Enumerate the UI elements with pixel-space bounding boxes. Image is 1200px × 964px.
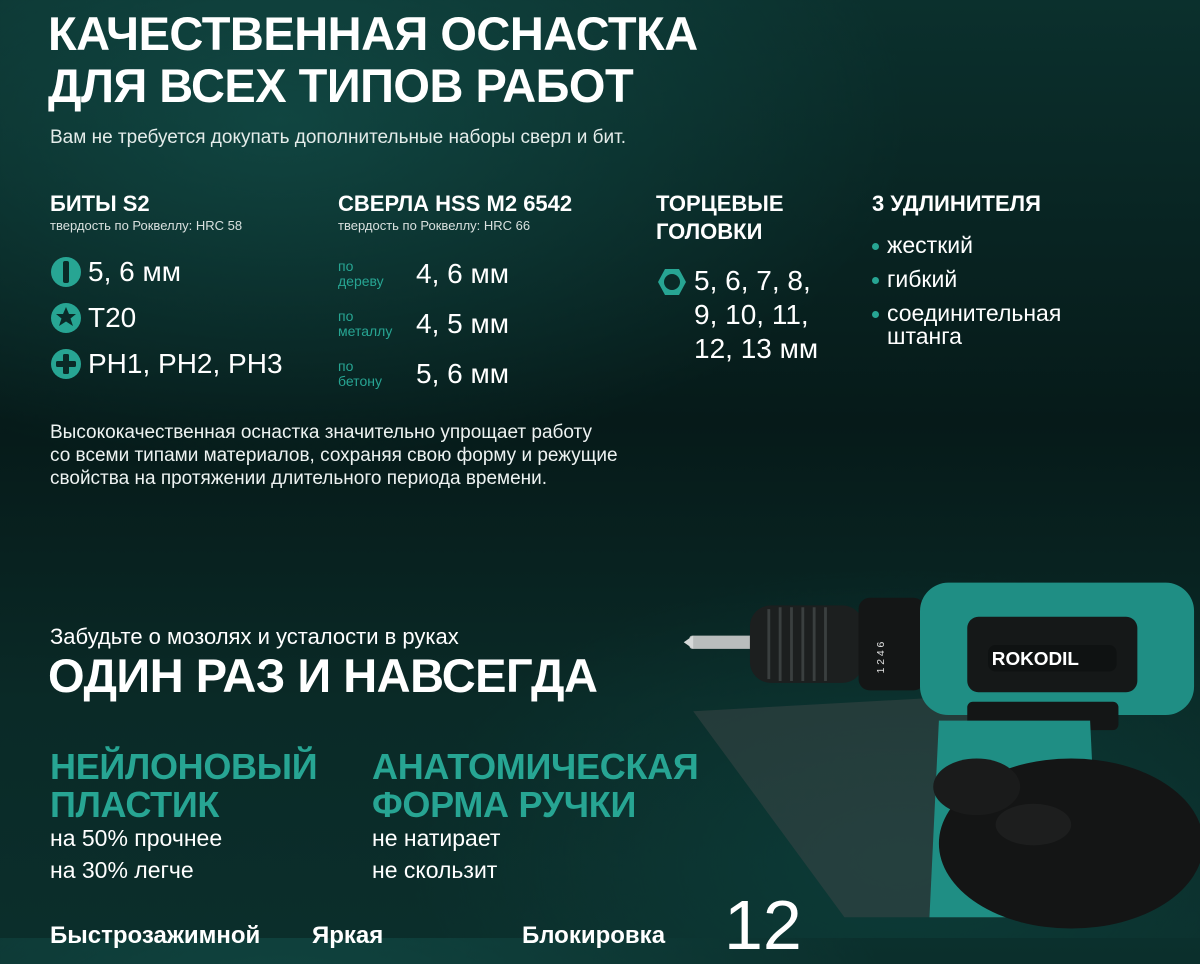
bullet-dot	[872, 311, 879, 318]
drill-size: 5, 6 мм	[416, 358, 509, 389]
extension-item	[872, 302, 1112, 348]
description-line2: со всеми типами материалов, сохраняя свою форму и режущие	[50, 445, 618, 466]
slotted-bit-icon	[50, 256, 82, 288]
bits-title: БИТЫ S2	[50, 191, 150, 216]
feature-title-line1: АНАТОМИЧЕСКАЯ	[372, 746, 699, 787]
drill-material	[338, 309, 406, 339]
page-title	[48, 8, 698, 112]
drill-item	[338, 249, 628, 299]
drill-material-line2: дереву	[338, 273, 384, 289]
extensions-section	[872, 190, 1112, 359]
extension-label: соединительная штанга	[887, 300, 1062, 349]
feature-detail: на 30% легче	[50, 857, 194, 883]
page-subtitle: Вам не требуется докупать дополнительные наборы сверл и бит.	[50, 127, 626, 148]
feature-title	[50, 748, 317, 824]
drill-size: 4, 6 мм	[416, 258, 509, 289]
bottom-item: Яркая	[312, 922, 384, 949]
feature-detail: не скользит	[372, 857, 498, 883]
socket-sizes-line2: 9, 10, 11,	[694, 299, 809, 330]
drill-material	[338, 359, 406, 389]
extensions-title: 3 УДЛИНИТЕЛЯ	[872, 191, 1041, 216]
feature-detail: на 50% прочнее	[50, 825, 223, 851]
hex-socket-icon	[656, 266, 688, 298]
drill-product-image	[640, 560, 1200, 938]
drill-material	[338, 259, 406, 289]
promo-kicker: Забудьте о мозолях и усталости в руках	[50, 624, 459, 649]
description-line3: свойства на протяжении длительного периода времени.	[50, 468, 548, 489]
brand-logo: ROKODIL	[991, 648, 1079, 670]
drills-title: СВЕРЛА HSS M2 6542	[338, 191, 573, 216]
description-line1: Высококачественная оснастка значительно упрощает работу	[50, 422, 592, 443]
drill-material-line1: по	[338, 308, 354, 324]
drills-hardness: твердость по Роквеллу: HRC 66	[338, 218, 531, 233]
socket-sizes	[694, 264, 818, 366]
page-title-line1: КАЧЕСТВЕННАЯ ОСНАСТКА	[48, 7, 698, 60]
drill-item	[338, 299, 628, 349]
bit-item	[50, 249, 320, 295]
description-paragraph	[50, 421, 618, 490]
bullet-dot	[872, 243, 879, 250]
feature-title-line1: НЕЙЛОНОВЫЙ	[50, 746, 318, 787]
feature-title-line2: ФОРМА РУЧКИ	[372, 784, 637, 825]
socket-sizes-line3: 12, 13 мм	[694, 333, 819, 364]
bullet-dot	[872, 277, 879, 284]
sockets-title-line1: ТОРЦЕВЫЕ	[656, 191, 784, 216]
bits-hardness: твердость по Роквеллу: HRC 58	[50, 218, 243, 233]
drill-item	[338, 349, 628, 399]
drill-material-line1: по	[338, 358, 354, 374]
sockets-title	[656, 190, 856, 246]
torx-bit-icon	[50, 302, 82, 334]
bit-label: T20	[88, 302, 137, 333]
bit-item	[50, 295, 320, 341]
sockets-section	[656, 190, 856, 366]
phillips-bit-icon	[50, 348, 82, 380]
bit-item	[50, 341, 320, 387]
bits-section	[50, 190, 320, 387]
feature-title-line2: ПЛАСТИК	[50, 784, 220, 825]
drill-material-line2: металлу	[338, 323, 393, 339]
drill-material-line1: по	[338, 258, 354, 274]
feature-block-handle	[372, 748, 698, 886]
sockets-title-line2: ГОЛОВКИ	[656, 219, 763, 244]
page-title-line2: ДЛЯ ВСЕХ ТИПОВ РАБОТ	[48, 59, 634, 112]
extension-item	[872, 234, 1112, 257]
feature-detail: не натирает	[372, 825, 501, 851]
extension-item	[872, 268, 1112, 291]
chuck-marks: 1 2 4 6	[876, 641, 888, 674]
promo-headline: ОДИН РАЗ И НАВСЕГДА	[48, 649, 598, 702]
bottom-item: Быстрозажимной	[50, 922, 261, 949]
bit-label: 5, 6 мм	[88, 256, 181, 287]
drill-size: 4, 5 мм	[416, 308, 509, 339]
drill-material-line2: бетону	[338, 373, 382, 389]
extension-label: жесткий	[887, 232, 973, 258]
feature-block-nylon	[50, 748, 317, 886]
drills-section	[338, 190, 628, 399]
extension-label: гибкий	[887, 266, 958, 292]
socket-sizes-line1: 5, 6, 7, 8,	[694, 265, 811, 296]
bit-label: PH1, PH2, PH3	[88, 348, 283, 379]
bottom-item: Блокировка	[522, 922, 666, 949]
feature-title	[372, 748, 698, 824]
bottom-number: 12	[724, 886, 802, 964]
